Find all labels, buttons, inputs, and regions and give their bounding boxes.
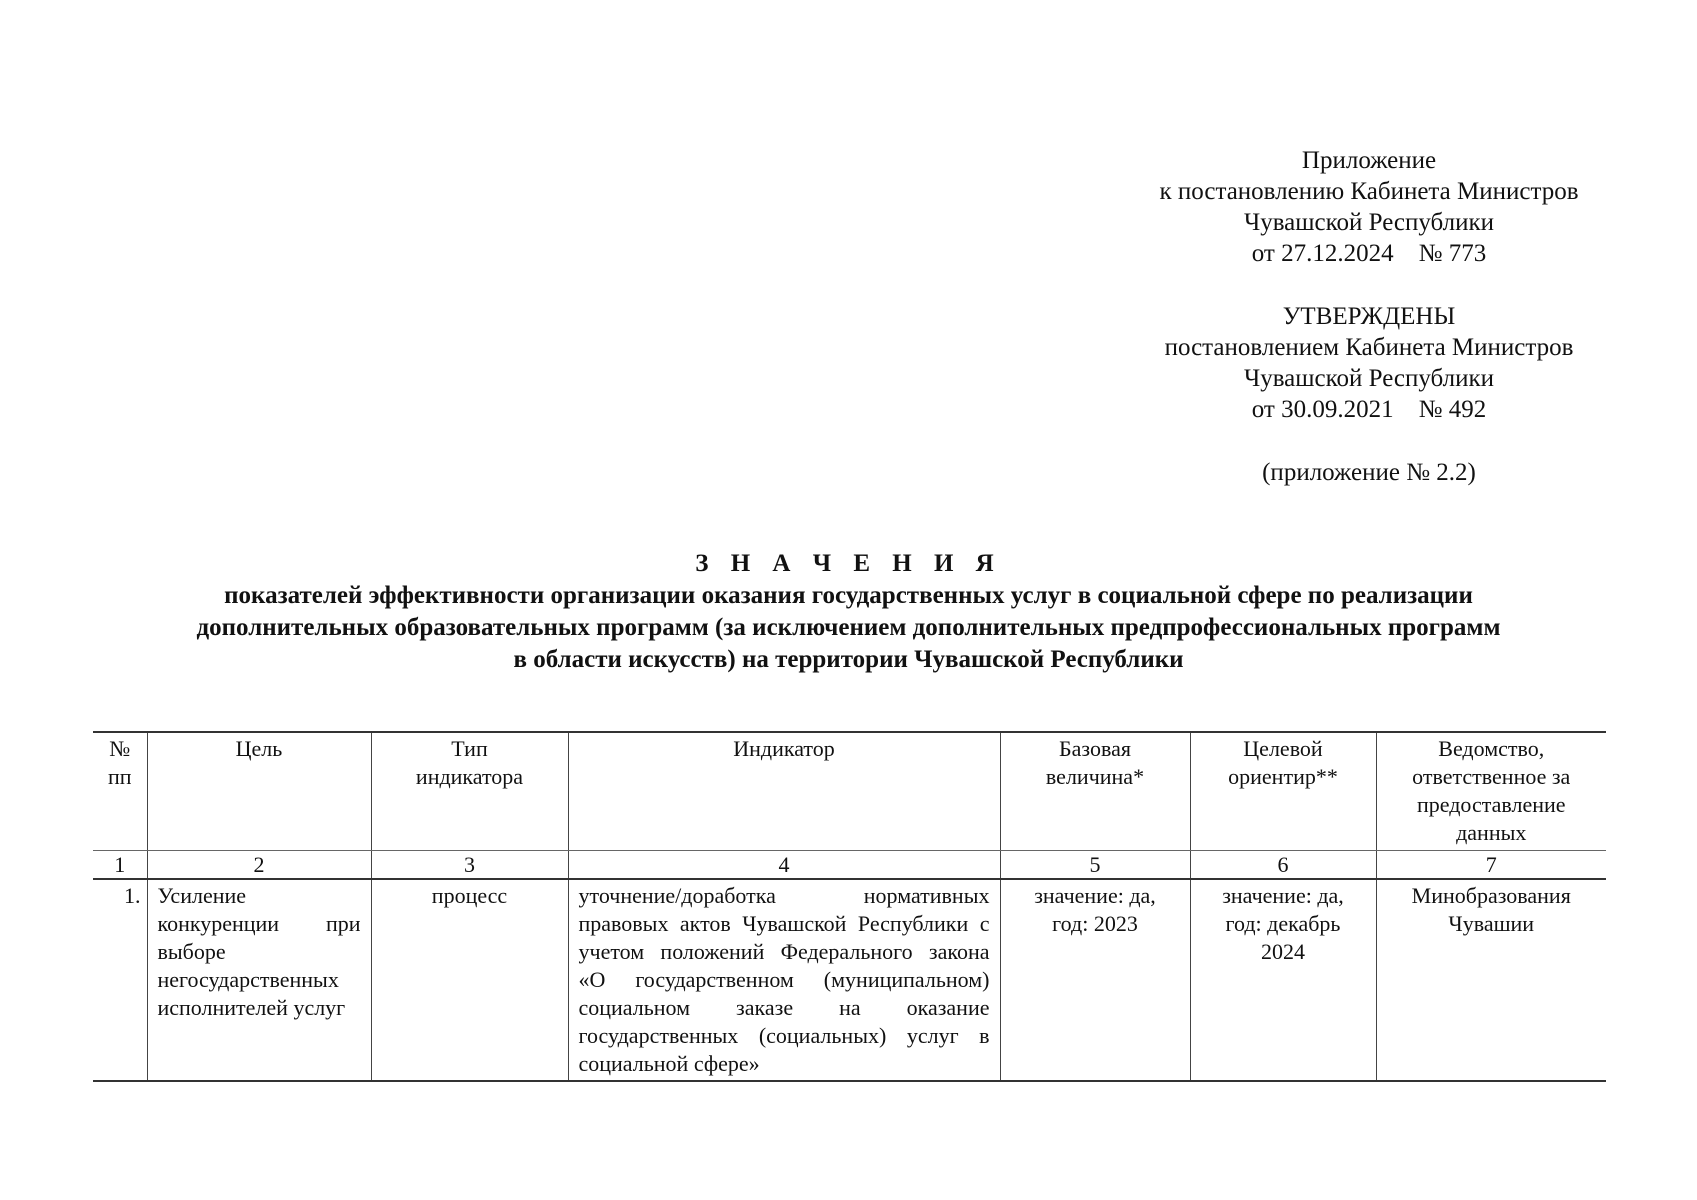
header-goal: Цель xyxy=(147,732,371,851)
column-number: 2 xyxy=(147,851,371,880)
row-goal: Усиление конкуренции при выборе негосударственных исполнителей услуг xyxy=(147,879,371,1081)
header-indicator: Индикатор xyxy=(568,732,1000,851)
column-number: 3 xyxy=(371,851,568,880)
header-number: № пп xyxy=(93,732,147,851)
table-row xyxy=(93,879,1606,1081)
appendix-date-number: от 27.12.2024 № 773 xyxy=(1251,240,1487,267)
approved-block xyxy=(1096,301,1642,425)
column-number: 5 xyxy=(1000,851,1190,880)
appendix-block xyxy=(1096,145,1642,269)
table-header-row xyxy=(93,732,1606,851)
indicators-table xyxy=(93,731,1606,1082)
appendix-resolution: к постановлению Кабинета Министров xyxy=(1159,178,1579,205)
approved-date-number: от 30.09.2021 № 492 xyxy=(1251,396,1487,423)
row-department: Минобразования Чувашии xyxy=(1376,879,1606,1081)
appendix-republic: Чувашской Республики xyxy=(1243,209,1495,236)
appendix-label: Приложение xyxy=(1301,147,1437,174)
document-title: З Н А Ч Е Н И Я xyxy=(695,550,1002,577)
row-base-value: значение: да, год: 2023 xyxy=(1000,879,1190,1081)
header-target: Целевой ориентир** xyxy=(1190,732,1376,851)
row-indicator-type: процесс xyxy=(371,879,568,1081)
header-indicator-type: Тип индикатора xyxy=(371,732,568,851)
approved-label: УТВЕРЖДЕНЫ xyxy=(1282,303,1456,330)
header-department: Ведомство, ответственное за предоставление данных xyxy=(1376,732,1606,851)
subtitle-line: дополнительных образовательных программ (за исключением дополнительных предпрофессиональных программ xyxy=(196,614,1501,641)
column-number: 4 xyxy=(568,851,1000,880)
approved-republic: Чувашской Республики xyxy=(1243,365,1495,392)
subtitle-line: показателей эффективности организации оказания государственных услуг в социальной сфере по реализации xyxy=(224,582,1473,609)
header-base-value: Базовая величина* xyxy=(1000,732,1190,851)
column-numbers-row xyxy=(93,851,1606,880)
subtitle-line: в области искусств) на территории Чувашской Республики xyxy=(513,646,1184,673)
approved-resolution: постановлением Кабинета Министров xyxy=(1164,334,1574,361)
row-number: 1. xyxy=(93,879,147,1081)
document-subtitle xyxy=(0,580,1697,676)
column-number: 6 xyxy=(1190,851,1376,880)
row-target: значение: да, год: декабрь 2024 xyxy=(1190,879,1376,1081)
annex-note: (приложение № 2.2) xyxy=(1262,459,1476,486)
column-number: 7 xyxy=(1376,851,1606,880)
column-number: 1 xyxy=(93,851,147,880)
row-indicator: уточнение/доработка нормативных правовых актов Чувашской Республики с учетом положений Федерального закона «О государственном (муниципальном) социальном заказе на оказание государственных (социальных) услуг в социальной сфере» xyxy=(568,879,1000,1081)
